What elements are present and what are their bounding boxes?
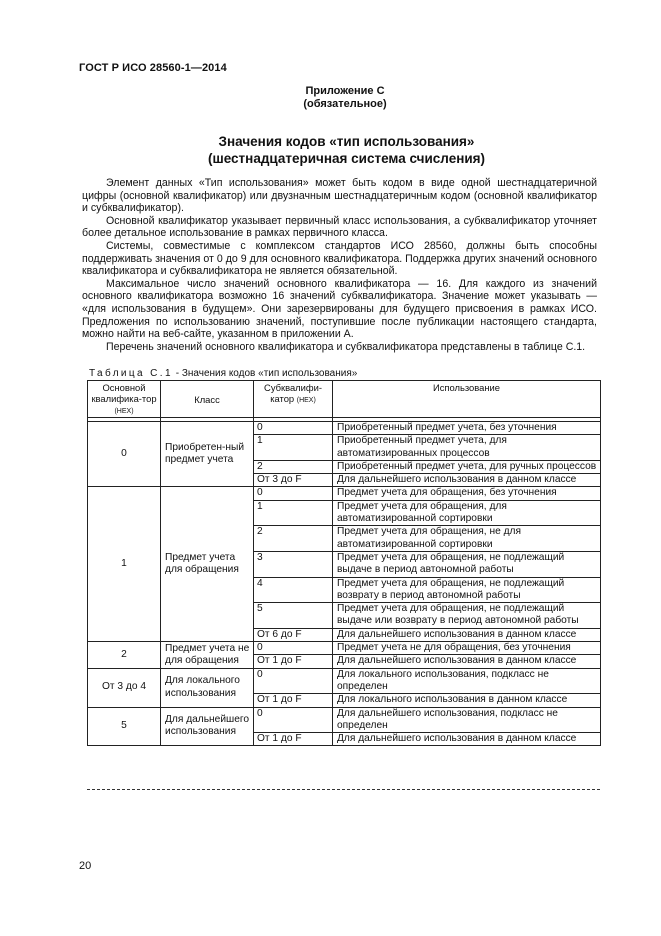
sub-qualifier-cell: От 1 до F <box>254 655 333 668</box>
header-class: Класс <box>161 381 254 418</box>
class-cell: Предмет учета не для обращения <box>161 642 254 669</box>
appendix-title <box>0 133 661 167</box>
usage-cell: Предмет учета для обращения, для автоматизированной сортировки <box>333 500 601 526</box>
table-row <box>88 487 601 500</box>
sub-qualifier-cell: 5 <box>254 603 333 629</box>
table-caption-prefix: Таблица С.1 <box>89 368 173 379</box>
class-cell: Приобретен-ный предмет учета <box>161 422 254 487</box>
paragraph: Элемент данных «Тип использования» может быть кодом в виде одной шестнадцатеричной цифры (основной квалификатор) или двузначным шестнадцатеричным кодом (основной квалификатор и субквалификатор). <box>82 177 597 215</box>
main-qualifier-cell: 1 <box>88 487 161 642</box>
paragraph: Основной квалификатор указывает первичный класс использования, а субквалификатор уточняет более детальное использование в рамках первичного класса. <box>82 214 597 240</box>
usage-cell: Предмет учета для обращения, не подлежащий выдаче или возврату в период автономной работы <box>333 603 601 629</box>
usage-cell: Предмет учета не для обращения, без уточнения <box>333 642 601 655</box>
class-cell: Для локального использования <box>161 668 254 707</box>
appendix-label: Приложение С <box>305 85 385 97</box>
usage-cell: Предмет учета для обращения, без уточнения <box>333 487 601 500</box>
class-cell: Предмет учета для обращения <box>161 487 254 642</box>
appendix-status: (обязательное) <box>303 98 387 110</box>
sub-qualifier-cell: 0 <box>254 642 333 655</box>
standard-code: ГОСТ Р ИСО 28560-1—2014 <box>79 62 227 74</box>
body-text <box>82 177 597 353</box>
sub-qualifier-cell: 2 <box>254 460 333 473</box>
header-usage: Использование <box>333 381 601 418</box>
paragraph: Максимальное число значений основного квалификатора — 16. Для каждого из значений основного квалификатора возможно 16 значений субквалификатора. Значение может указывать — «для использования в будущем». Они зарезервированы для будущего присвоения в рамках ИСО. Предложения по использованию значений, поступившие после публикации настоящего стандарта, можно найти на веб-сайте, указанном в приложении А. <box>82 277 597 341</box>
usage-cell: Приобретенный предмет учета, без уточнения <box>333 422 601 435</box>
sub-qualifier-cell: 1 <box>254 500 333 526</box>
title-line-1: Значения кодов «тип использования» <box>218 134 475 149</box>
main-qualifier-cell: От 3 до 4 <box>88 668 161 707</box>
table-continuation-line <box>87 789 600 790</box>
table-header-row <box>88 381 601 418</box>
sub-qualifier-cell: 0 <box>254 668 333 694</box>
usage-cell: Для локального использования в данном классе <box>333 694 601 707</box>
table-caption-text: Значения кодов «тип использования» <box>181 368 358 379</box>
table-caption <box>89 368 357 380</box>
main-qualifier-cell: 2 <box>88 642 161 669</box>
table-row <box>88 707 601 733</box>
sub-qualifier-cell: От 1 до F <box>254 694 333 707</box>
header-main-qualifier: Основной квалифика-тор (HEX) <box>88 381 161 418</box>
sub-qualifier-cell: 2 <box>254 526 333 552</box>
usage-cell: Для дальнейшего использования в данном классе <box>333 474 601 487</box>
class-cell: Для дальнейшего использования <box>161 707 254 746</box>
usage-cell: Приобретенный предмет учета, для ручных процессов <box>333 460 601 473</box>
table-caption-dash: - <box>172 368 182 379</box>
usage-cell: Для дальнейшего использования в данном классе <box>333 655 601 668</box>
sub-qualifier-cell: 4 <box>254 577 333 603</box>
sub-qualifier-cell: 0 <box>254 487 333 500</box>
sub-qualifier-cell: От 3 до F <box>254 474 333 487</box>
usage-cell: Предмет учета для обращения, не подлежащий возврату в период автономной работы <box>333 577 601 603</box>
paragraph: Системы, совместимые с комплексом стандартов ИСО 28560, должны быть способны поддерживать значения от 0 до 9 для основного квалификатора. Поддержка других значений основного квалификатора и субквалификатора не является обязательной. <box>82 239 597 278</box>
main-qualifier-cell: 5 <box>88 707 161 746</box>
appendix-heading <box>0 85 661 111</box>
sub-qualifier-cell: 0 <box>254 707 333 733</box>
usage-cell: Приобретенный предмет учета, для автоматизированных процессов <box>333 435 601 461</box>
page-number: 20 <box>79 860 92 872</box>
usage-cell: Предмет учета для обращения, не подлежащий выдаче в период автономной работы <box>333 551 601 577</box>
sub-qualifier-cell: 1 <box>254 435 333 461</box>
table-row <box>88 422 601 435</box>
usage-cell: Для дальнейшего использования в данном классе <box>333 628 601 641</box>
usage-cell: Предмет учета для обращения, не для автоматизированной сортировки <box>333 526 601 552</box>
title-line-2: (шестнадцатеричная система счисления) <box>207 151 486 166</box>
sub-qualifier-cell: 0 <box>254 422 333 435</box>
table-row <box>88 642 601 655</box>
usage-codes-table <box>87 380 601 746</box>
sub-qualifier-cell: 3 <box>254 551 333 577</box>
paragraph: Перечень значений основного квалификатора и субквалификатора представлены в таблице С.1. <box>106 340 586 353</box>
usage-cell: Для локального использования, подкласс не определен <box>333 668 601 694</box>
header-sub-qualifier: Субквалифи-катор (HEX) <box>254 381 333 418</box>
main-qualifier-cell: 0 <box>88 422 161 487</box>
table-row <box>88 668 601 694</box>
sub-qualifier-cell: От 1 до F <box>254 733 333 746</box>
table-body <box>88 422 601 746</box>
usage-cell: Для дальнейшего использования, подкласс не определен <box>333 707 601 733</box>
usage-cell: Для дальнейшего использования в данном классе <box>333 733 601 746</box>
sub-qualifier-cell: От 6 до F <box>254 628 333 641</box>
